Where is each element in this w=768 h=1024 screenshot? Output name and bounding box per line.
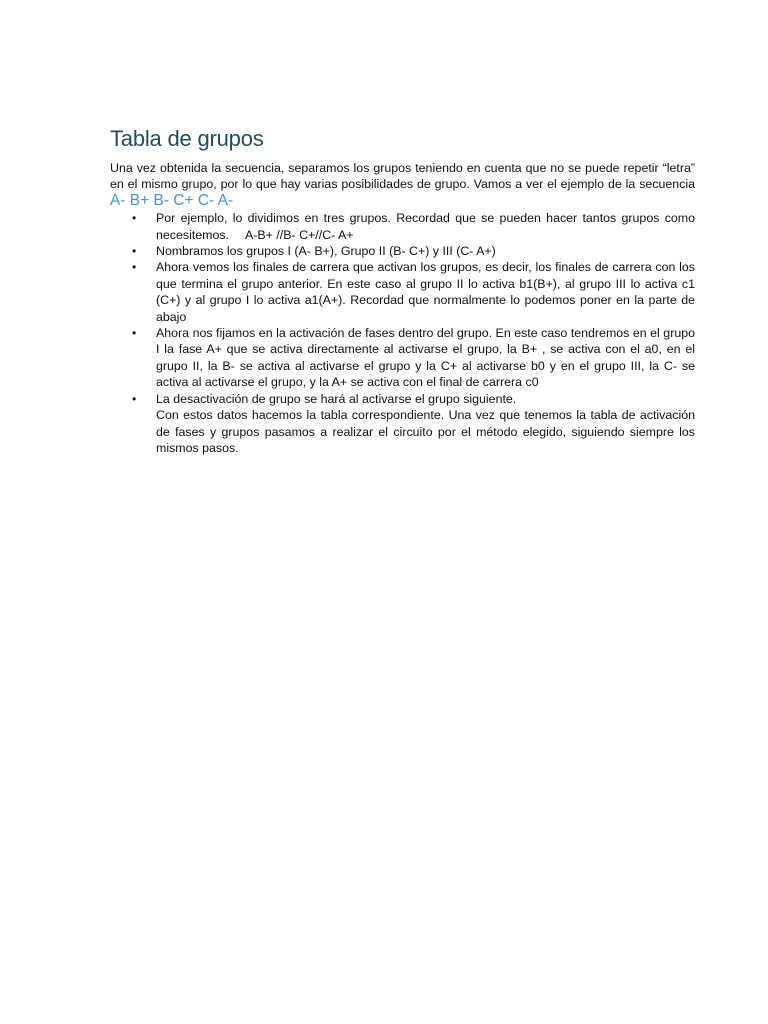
bullet-icon: • <box>132 260 137 275</box>
document-page <box>110 124 695 456</box>
intro-text: Una vez obtenida la secuencia, separamos los grupos teniendo en cuenta que no se puede repetir “letra” en el mismo grupo, por lo que hay varias posibilidades de grupo. Vamos a ver el ejemplo de la secuencia <box>110 161 695 192</box>
list-item <box>132 259 695 325</box>
sequence-highlight: A- B+ B- C+ C- A- <box>110 191 234 209</box>
bullet-icon: • <box>132 211 137 226</box>
closing-paragraph: Con estos datos hacemos la tabla correspondiente. Una vez que tenemos la tabla de activación de fases y grupos pasamos a realizar el circuito por el método elegido, siguiendo siempre los mismos pasos. <box>156 408 695 455</box>
list-item <box>132 210 695 243</box>
list-item <box>132 325 695 391</box>
list-item-text: Nombramos los grupos I (A- B+), Grupo II (B- C+) y III (C- A+) <box>156 244 496 259</box>
intro-paragraph <box>110 160 695 209</box>
bullet-icon: • <box>132 326 137 341</box>
bullet-list <box>110 210 695 407</box>
list-item-text: Ahora vemos los finales de carrera que activan los grupos, es decir, los finales de carrera con los que termina el grupo anterior. En este caso al grupo II lo activa b1(B+), al grupo III lo activa c1 (C+) y al grupo I lo activa a1(A+). Recordad que normalmente lo podemos poner en la parte de abajo <box>156 260 695 324</box>
list-item <box>132 391 695 407</box>
list-item-text: Ahora nos fijamos en la activación de fases dentro del grupo. En este caso tendremos en el grupo I la fase A+ que se activa directamente al activarse el grupo, la B+ , se activa con el a0, en el grupo II, la B- se activa al activarse el grupo y la C+ al activarse b0 y en el grupo III, la C- se activa al activarse el grupo, y la A+ se activa con el final de carrera c0 <box>156 326 695 390</box>
page-title: Tabla de grupos <box>110 126 264 151</box>
list-item-text: La desactivación de grupo se hará al activarse el grupo siguiente. <box>156 391 517 406</box>
bullet-icon: • <box>132 244 137 259</box>
list-item <box>132 243 695 259</box>
list-item-text: Por ejemplo, lo dividimos en tres grupos. Recordad que se pueden hacer tantos grupos como necesitemos. <box>156 211 695 242</box>
bullet-icon: • <box>132 391 137 406</box>
list-item-extra: A-B+ //B- C+//C- A+ <box>245 227 354 242</box>
